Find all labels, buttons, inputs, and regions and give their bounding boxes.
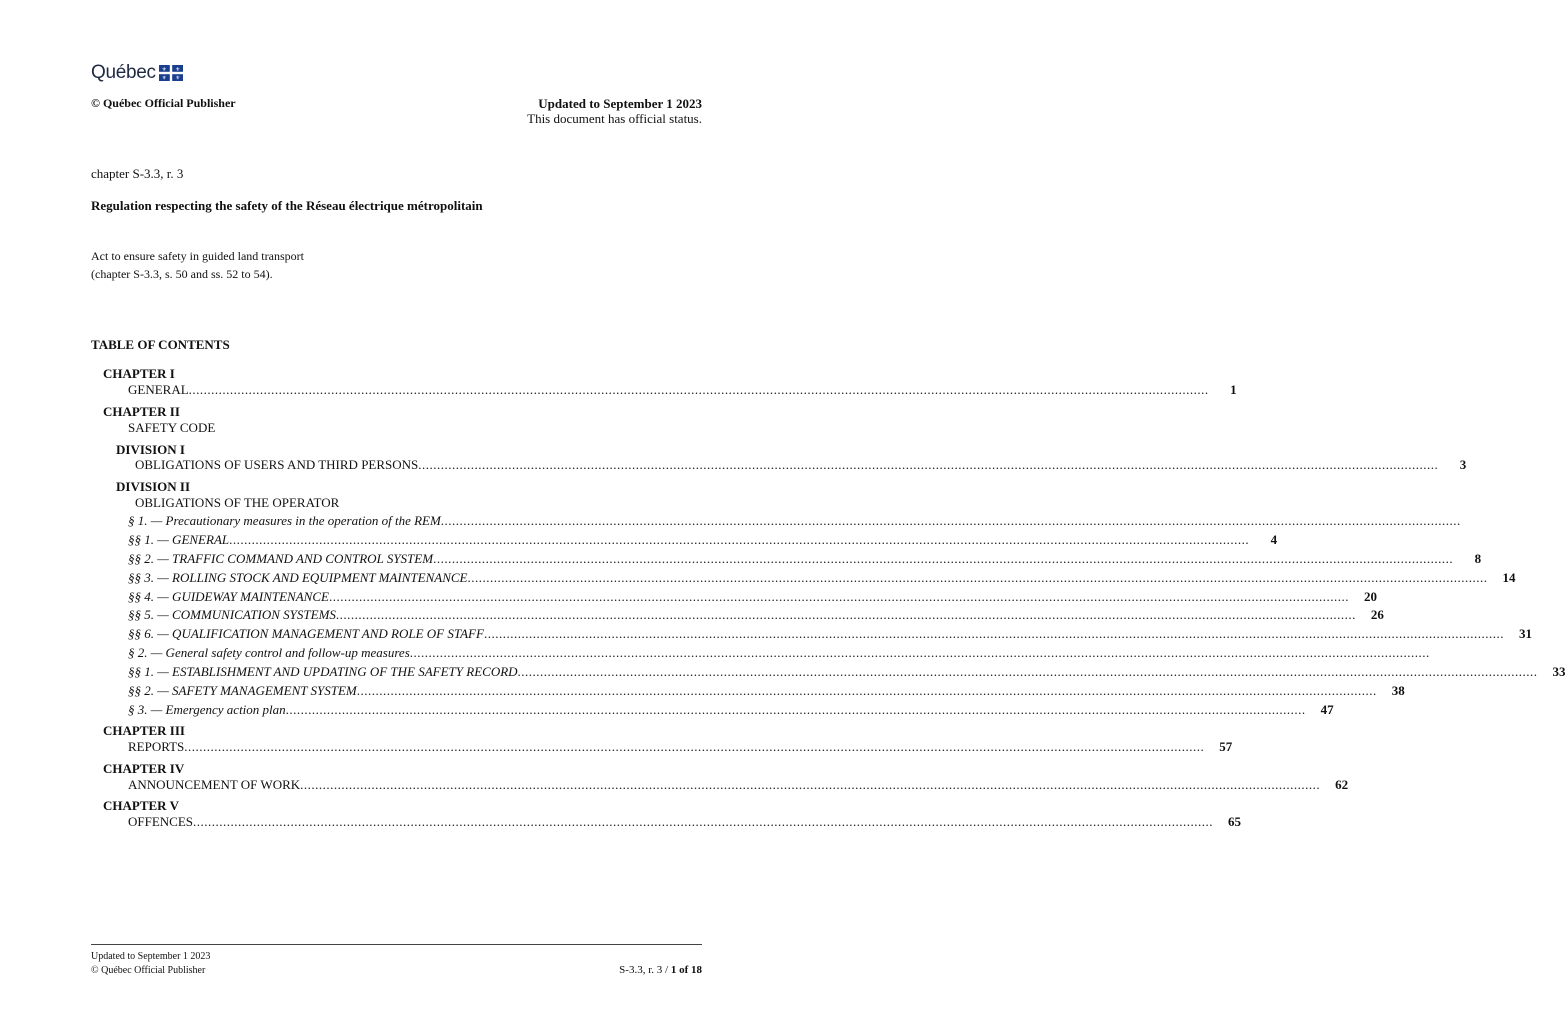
toc-page-number: 14 (1502, 570, 1516, 585)
toc-entry[interactable] (128, 814, 1242, 830)
svg-text:⚜: ⚜ (175, 75, 181, 82)
toc-heading: TABLE OF CONTENTS (91, 337, 230, 352)
publisher-label: © Québec Official Publisher (91, 96, 236, 110)
toc-entry-label: §§ 1. — ESTABLISHMENT AND UPDATING OF THE SAFETY RECORD (128, 664, 518, 679)
toc-entry-label: §§ 1. — GENERAL (128, 532, 230, 547)
toc-section-heading: CHAPTER IV (103, 761, 185, 776)
footer-page-ref (619, 964, 702, 976)
toc-section-heading: CHAPTER III (103, 723, 185, 738)
toc-dot-leader (418, 457, 1438, 473)
toc-dot-leader (484, 626, 1504, 642)
toc-page-number: 8 (1474, 551, 1482, 566)
toc-entry[interactable] (128, 513, 590, 529)
toc-entry-label: §§ 6. — QUALIFICATION MANAGEMENT AND ROLE OF STAFF (128, 626, 484, 641)
toc-entry[interactable] (128, 645, 590, 661)
toc-dot-leader (229, 532, 1249, 548)
toc-section-heading: DIVISION I (116, 442, 185, 457)
toc-dot-leader (410, 645, 1430, 661)
toc-entry[interactable] (128, 664, 1566, 680)
toc-entry[interactable] (128, 551, 1482, 567)
footer-publisher: © Québec Official Publisher (91, 965, 206, 976)
toc-entry[interactable] (128, 683, 1405, 699)
toc-entry[interactable] (128, 739, 1233, 755)
toc-page-number: 3 (1459, 457, 1467, 472)
footer-divider (91, 944, 702, 945)
regulation-title: Regulation respecting the safety of the Réseau électrique métropolitain (91, 198, 483, 213)
toc-dot-leader (286, 702, 1306, 718)
enabling-act-line1: Act to ensure safety in guided land transport (91, 249, 304, 263)
svg-text:⚜: ⚜ (161, 75, 167, 82)
toc-dot-leader (441, 513, 1461, 529)
toc-page-number: 33 (1552, 664, 1566, 679)
svg-text:⚜: ⚜ (161, 67, 167, 73)
toc-entry[interactable] (128, 589, 1377, 605)
toc-entry-label: ANNOUNCEMENT OF WORK (128, 777, 301, 792)
toc-dot-leader (336, 607, 1356, 623)
toc-entry-label: §§ 5. — COMMUNICATION SYSTEMS (128, 607, 336, 622)
toc-entry[interactable] (128, 570, 1516, 586)
toc-section-heading: DIVISION II (116, 479, 191, 494)
toc-page-number: 65 (1228, 814, 1242, 829)
toc-page-number: 47 (1320, 702, 1334, 717)
toc-section-heading: CHAPTER I (103, 366, 175, 381)
toc-page-number: 1 (1230, 382, 1237, 397)
toc-page-number: 31 (1518, 626, 1532, 641)
footer-updated: Updated to September 1 2023 (91, 951, 211, 962)
toc-entry-label: OBLIGATIONS OF USERS AND THIRD PERSONS (135, 457, 419, 472)
toc-entry-label: §§ 2. — TRAFFIC COMMAND AND CONTROL SYSTEM (128, 551, 434, 566)
toc-entry-label: §§ 2. — SAFETY MANAGEMENT SYSTEM (128, 683, 357, 698)
toc-page-number: 20 (1363, 589, 1377, 604)
toc-dot-leader (329, 589, 1349, 605)
toc-entry[interactable] (128, 702, 1334, 718)
toc-dot-leader (357, 683, 1377, 699)
toc-section-heading: CHAPTER II (103, 404, 180, 419)
chapter-reference: chapter S-3.3, r. 3 (91, 166, 184, 181)
toc-entry[interactable] (135, 457, 1467, 473)
toc-entry[interactable] (128, 607, 1384, 623)
toc-entry-label: § 1. — Precautionary measures in the operation of the REM (128, 513, 441, 528)
toc-entry-label: GENERAL (128, 382, 189, 397)
toc-dot-leader (184, 739, 1204, 755)
footer-page-number: 1 of 18 (670, 964, 702, 976)
toc-section-heading: CHAPTER V (103, 798, 179, 813)
toc-entry-label: § 3. — Emergency action plan (128, 702, 286, 717)
toc-entry-label: § 2. — General safety control and follow-up measures (128, 645, 410, 660)
enabling-act-line2: (chapter S-3.3, s. 50 and ss. 52 to 54). (91, 267, 273, 281)
toc-dot-leader (433, 551, 1453, 567)
toc-entry[interactable] (128, 382, 1237, 398)
toc-section-title: SAFETY CODE (128, 420, 216, 435)
official-status: This document has official status. (527, 111, 702, 126)
toc-entry[interactable] (128, 626, 1532, 642)
footer-chapter-ref: S-3.3, r. 3 / (619, 964, 671, 976)
toc-entry-label: OFFENCES (128, 814, 194, 829)
svg-text:⚜: ⚜ (175, 67, 181, 73)
toc-section-title: OBLIGATIONS OF THE OPERATOR (135, 495, 340, 510)
updated-date: Updated to September 1 2023 (538, 96, 702, 111)
toc-dot-leader (518, 664, 1538, 680)
toc-dot-leader (193, 814, 1213, 830)
toc-page-number: 38 (1391, 683, 1405, 698)
toc-entry-label: §§ 3. — ROLLING STOCK AND EQUIPMENT MAINTENANCE (128, 570, 468, 585)
toc-page-number: 62 (1335, 777, 1349, 792)
toc-entry-label: §§ 4. — GUIDEWAY MAINTENANCE (128, 589, 329, 604)
toc-entry[interactable] (128, 532, 1278, 548)
toc-dot-leader (468, 570, 1488, 586)
logo-wordmark: Québec (91, 62, 156, 83)
toc-page-number: 57 (1219, 739, 1233, 754)
toc-page-number: 4 (1270, 532, 1278, 547)
toc-page-number: 26 (1370, 607, 1384, 622)
toc-entry-label: REPORTS (128, 739, 185, 754)
toc-dot-leader (300, 777, 1320, 793)
toc-dot-leader (189, 382, 1209, 398)
toc-entry[interactable] (128, 777, 1349, 793)
